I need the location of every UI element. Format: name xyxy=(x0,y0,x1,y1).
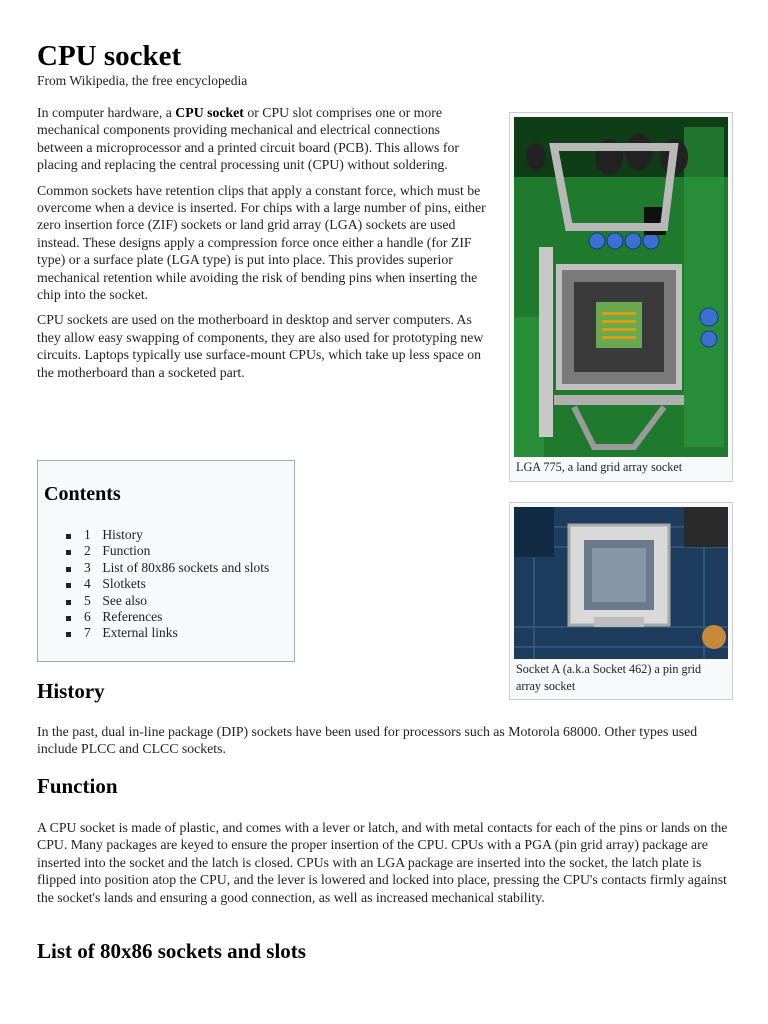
toc-number: 1 xyxy=(84,527,91,542)
function-paragraph: A CPU socket is made of plastic, and comes with a lever or latch, and with metal contacts for each of the pins or lands on the CPU. Many packages are keyed to ensure the proper insertion of the CPU. CPUs with a PGA (pin grid array) package are inserted into the socket and the latch is closed. CPUs with an LGA package are inserted into the socket, the latch plate is flipped into position atop the CPU, and the lever is lowered and locked into place, pressing the CPU's contacts firmly against the socket's lands and ensuring a good connection, as well as increased mechanical stability. xyxy=(37,820,728,905)
section-heading-function: Function xyxy=(37,774,118,798)
intro-paragraph-2: Common sockets have retention clips that apply a constant force, which must be overcome when a device is inserted. For chips with a large number of pins, either zero insertion force (ZIF) sockets or land grid array (LGA) sockets are used instead. These designs apply a compression force once either a handle (for ZIF type) or a surface plate (LGA type) is put into place. This provides superior mechanical retention while avoiding the risk of bending pins when inserting the chip into the socket. xyxy=(37,182,486,303)
toc-number: 3 xyxy=(84,559,91,575)
article-header xyxy=(37,38,733,90)
toc-link[interactable]: List of 80x86 sockets and slots xyxy=(102,559,270,575)
figure-socket-a xyxy=(509,502,733,700)
toc-number: 5 xyxy=(84,592,91,608)
bold-term: CPU socket xyxy=(175,105,244,120)
toc-item-references[interactable] xyxy=(66,609,269,625)
toc-item-external-links[interactable] xyxy=(66,625,269,641)
intro-text: In computer hardware, a xyxy=(37,105,176,120)
tagline: From Wikipedia, the free encyclopedia xyxy=(37,73,248,88)
history-section xyxy=(37,723,733,766)
intro-paragraph-3: CPU sockets are used on the motherboard in desktop and server computers. As they allow easy swapping of components, they are also used for prototyping new circuits. Laptops typically use surface-mount CPUs, which take up less space on the motherboard than a socketed part. xyxy=(37,312,484,380)
page-title: CPU socket xyxy=(37,40,182,72)
toc-title: Contents xyxy=(44,483,121,505)
toc-link[interactable]: Slotkets xyxy=(102,576,146,592)
socket-a-photo[interactable] xyxy=(514,507,728,659)
figure-caption: LGA 775, a land grid array socket xyxy=(516,460,683,474)
toc-link[interactable]: See also xyxy=(102,592,147,608)
intro-section xyxy=(37,104,487,389)
section-heading-history: History xyxy=(37,679,105,703)
toc-link[interactable]: History xyxy=(102,527,143,542)
toc-number: 7 xyxy=(84,625,91,641)
function-section xyxy=(37,819,733,914)
toc-item-slotkets[interactable] xyxy=(66,576,269,592)
toc-number: 2 xyxy=(84,543,91,559)
intro-text: or CPU slot comprises one or more mechanical components providing mechanical and electrical connections between a microprocessor and a printed circuit board (PCB). This allows for placing and replacing the central processing unit (CPU) without soldering. xyxy=(37,105,459,173)
history-paragraph: In the past, dual in-line package (DIP) sockets have been used for processors such as Motorola 68000. Other types used include PLCC and CLCC sockets. xyxy=(37,724,698,757)
toc-item-see-also[interactable] xyxy=(66,593,269,609)
lga775-photo[interactable] xyxy=(514,117,728,457)
toc-item-history[interactable] xyxy=(66,527,269,543)
toc-link[interactable]: External links xyxy=(102,625,178,641)
toc-number: 4 xyxy=(84,576,91,592)
figure-lga775 xyxy=(509,112,733,482)
intro-paragraph-1 xyxy=(37,104,487,174)
section-heading-list: List of 80x86 sockets and slots xyxy=(37,939,306,963)
table-of-contents xyxy=(37,460,295,662)
figure-caption: Socket A (a.k.a Socket 462) a pin grid array socket xyxy=(516,662,702,693)
toc-item-list[interactable] xyxy=(66,560,269,576)
toc-item-function[interactable] xyxy=(66,543,269,559)
toc-link[interactable]: Function xyxy=(102,543,151,559)
toc-link[interactable]: References xyxy=(102,609,163,625)
toc-number: 6 xyxy=(84,609,91,625)
toc-list xyxy=(66,527,269,642)
